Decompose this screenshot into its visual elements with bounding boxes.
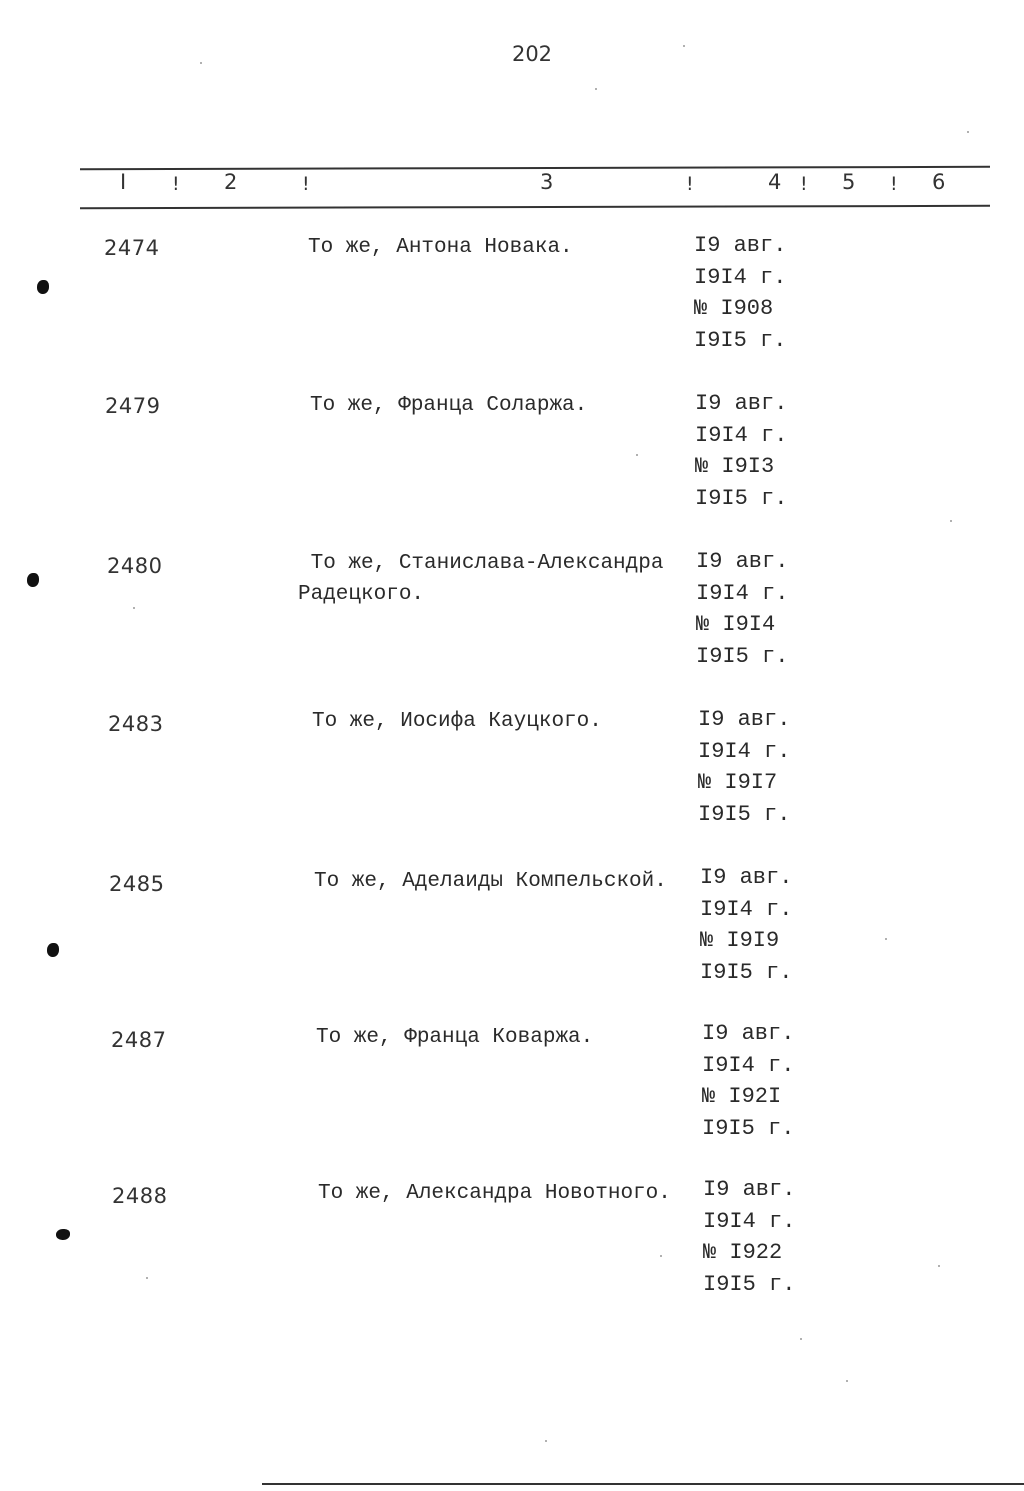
- record-number: 2474: [104, 236, 160, 260]
- date-year-2: I9I5 г.: [703, 1271, 796, 1297]
- date-day: I9 авг.: [694, 233, 787, 258]
- date-year-2: I9I5 г.: [702, 1115, 795, 1141]
- table-header-rule: [80, 205, 990, 209]
- record-date: [696, 546, 788, 672]
- column-separator: !: [890, 173, 898, 195]
- scan-speck: [967, 131, 969, 133]
- date-year-2: I9I5 г.: [695, 485, 788, 511]
- table-row: [0, 1174, 1024, 1324]
- date-number: № I9I4: [696, 612, 776, 637]
- date-year-2: I9I5 г.: [698, 801, 791, 827]
- date-year-2: I9I5 г.: [696, 643, 789, 669]
- record-description: То же, Франца Соларжа.: [310, 394, 588, 417]
- record-date: [694, 230, 786, 356]
- column-separator: !: [800, 173, 808, 195]
- date-number: № I92I: [702, 1084, 782, 1109]
- record-date: [698, 704, 790, 830]
- record-date: [700, 862, 792, 988]
- punch-hole: [37, 280, 49, 294]
- scan-speck: [885, 938, 887, 940]
- column-header-1: I: [120, 170, 127, 194]
- scan-speck: [950, 520, 952, 522]
- scan-speck: [545, 1440, 547, 1442]
- punch-hole: [56, 1229, 70, 1240]
- table-row: [0, 862, 1024, 1012]
- column-separator: !: [172, 173, 180, 195]
- date-day: I9 авг.: [695, 391, 788, 416]
- date-year-2: I9I5 г.: [700, 959, 793, 985]
- date-year-2: I9I5 г.: [694, 327, 787, 353]
- scan-speck: [636, 454, 638, 456]
- date-day: I9 авг.: [700, 865, 793, 890]
- date-year: I9I4 г.: [703, 1208, 796, 1234]
- column-separator: !: [686, 173, 694, 195]
- scan-speck: [660, 1255, 662, 1257]
- page-number: 202: [511, 42, 553, 66]
- scan-speck: [146, 1277, 148, 1279]
- date-number: № I922: [703, 1240, 783, 1265]
- scan-speck: [595, 88, 597, 90]
- record-number: 2479: [105, 394, 161, 418]
- record-number: 2480: [107, 554, 163, 578]
- date-day: I9 авг.: [698, 707, 791, 732]
- column-header-6: 6: [932, 170, 946, 194]
- scan-speck: [200, 62, 202, 64]
- date-day: I9 авг.: [696, 549, 789, 574]
- record-number: 2487: [111, 1028, 167, 1052]
- record-number: 2485: [109, 872, 165, 896]
- date-number: № I9I9: [700, 928, 780, 953]
- date-number: № I908: [694, 296, 774, 321]
- record-description: То же, Александра Новотного.: [318, 1182, 671, 1205]
- column-header-2: 2: [224, 170, 238, 194]
- table-bottom-rule: [262, 1483, 1024, 1485]
- record-date: [695, 388, 787, 514]
- record-description: То же, Иосифа Кауцкого.: [312, 710, 602, 733]
- table-row: [0, 1018, 1024, 1168]
- record-description: То же, Антона Новака.: [308, 236, 573, 259]
- record-date: [702, 1018, 794, 1144]
- date-number: № I9I7: [698, 770, 778, 795]
- table-row: [0, 546, 1024, 696]
- table-row: [0, 388, 1024, 538]
- date-number: № I9I3: [695, 454, 775, 479]
- date-year: I9I4 г.: [702, 1052, 795, 1078]
- table-row: [0, 704, 1024, 854]
- punch-hole: [47, 943, 59, 957]
- scan-speck: [683, 45, 685, 47]
- date-year: I9I4 г.: [696, 580, 789, 606]
- column-separator: !: [302, 173, 310, 195]
- scan-speck: [938, 1265, 940, 1267]
- record-description: То же, Станислава-Александра Радецкого.: [298, 552, 664, 606]
- column-header-4: 4: [768, 170, 782, 194]
- record-description: То же, Аделаиды Компельской.: [314, 870, 667, 893]
- record-number: 2483: [108, 712, 164, 736]
- date-day: I9 авг.: [702, 1021, 795, 1046]
- column-header-5: 5: [842, 170, 856, 194]
- scan-speck: [800, 1338, 802, 1340]
- date-year: I9I4 г.: [698, 738, 791, 764]
- scan-speck: [133, 607, 135, 609]
- date-year: I9I4 г.: [695, 422, 788, 448]
- column-header-3: 3: [540, 170, 554, 194]
- table-row: [0, 230, 1024, 380]
- record-number: 2488: [112, 1184, 168, 1208]
- record-description: То же, Франца Коваржа.: [316, 1026, 594, 1049]
- date-day: I9 авг.: [703, 1177, 796, 1202]
- punch-hole: [27, 573, 39, 587]
- scan-speck: [846, 1380, 848, 1382]
- record-date: [703, 1174, 795, 1300]
- date-year: I9I4 г.: [700, 896, 793, 922]
- date-year: I9I4 г.: [694, 264, 787, 290]
